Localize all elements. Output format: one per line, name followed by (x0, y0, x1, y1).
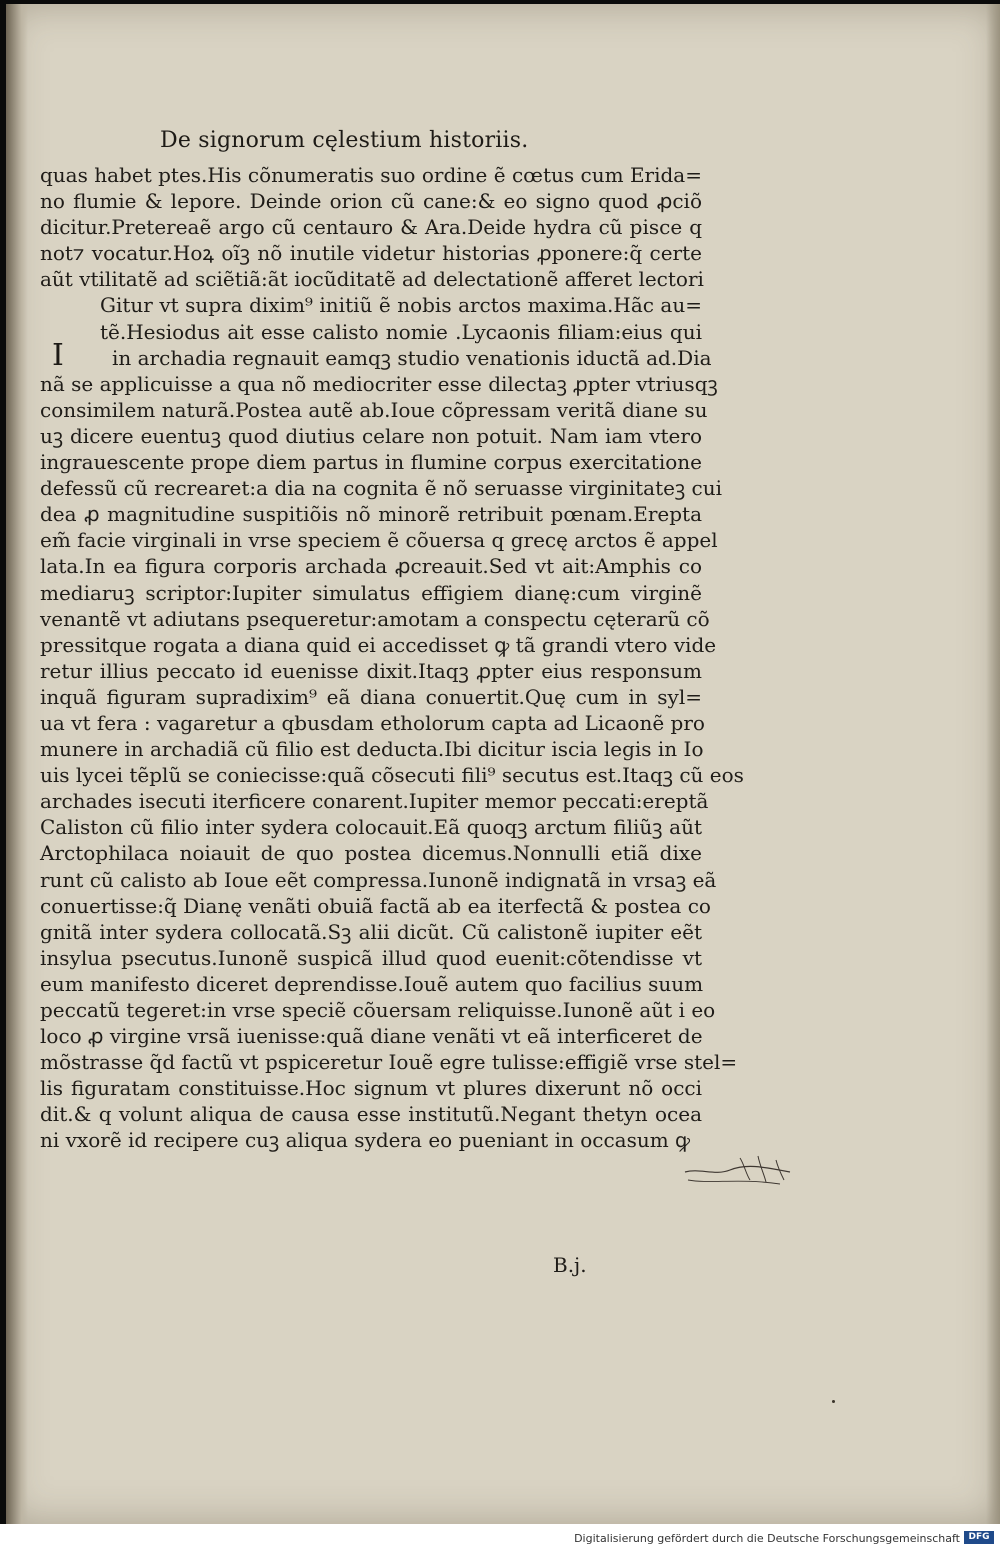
text-line: Arctophilaca noiauit de quo postea dicemus.Nonnulli etiã dixe (40, 841, 702, 866)
text-line: ua vt fera : vagaretur a qbusdam etholorum capta ad Licaonẽ pro (40, 710, 705, 735)
text-line: Gitur vt supra dixim⁹ initiũ ẽ nobis arctos maxima.Hãc au= (100, 293, 702, 318)
text-line: munere in archadiã cũ filio est deducta.Ibi dicitur iscia legis in Io (40, 737, 704, 762)
text-line: conuertisse:q̃ Dianę venãti obuiã factã ab ea iterfectã & postea co (40, 893, 711, 918)
text-line: consimilem naturã.Postea autẽ ab.Ioue cõpressam veritã diane su (40, 397, 708, 422)
text-line: loco ꝓ virgine vrsã iuenisse:quã diane venãti vt eã interficeret de (40, 1024, 703, 1049)
running-title: De signorum cęlestium historiis. (160, 128, 529, 153)
text-line: dea ꝓ magnitudine suspitiõis nõ minorẽ retribuit pœnam.Erepta (40, 502, 702, 527)
text-line: lata.In ea figura corporis archada ꝓcreauit.Sed vt ait:Amphis co (40, 554, 702, 579)
text-line: Caliston cũ filio inter sydera colocauit.Eã quoqꝫ arctum filiũꝫ aũt (40, 815, 702, 840)
text-line: nã se applicuisse a qua nõ mediocriter esse dilectaꝫ ꝓpter vtriusqꝫ (40, 371, 718, 396)
text-line: aũt vtilitatẽ ad sciẽtiã:ãt iocũditatẽ ad delectationẽ afferet lectori (40, 267, 704, 292)
text-line: insylua psecutus.Iunonẽ suspicã illud quod euenit:cõtendisse vt (40, 945, 702, 970)
body-text (40, 162, 744, 1154)
text-line: uꝫ dicere euentuꝫ quod diutius celare non potuit. Nam iam vtero (40, 423, 702, 448)
text-line: ingrauescente prope diem partus in flumine corpus exercitatione (40, 450, 702, 475)
text-line: runt cũ calisto ab Ioue eẽt compressa.Iunonẽ indignatã in vrsaꝫ eã (40, 867, 717, 892)
text-line: eum manifesto diceret deprendisse.Iouẽ autem quo facilius suum (40, 971, 704, 996)
text-line: peccatũ tegeret:in vrse speciẽ cõuersam reliquisse.Iunonẽ aũt i eo (40, 998, 716, 1022)
text-line: mõstrasse q̃d factũ vt pspiceretur Iouẽ egre tulisse:effigiẽ vrse stel= (40, 1050, 738, 1075)
text-line: dicitur.Pretereaẽ argo cũ centauro & Ara.Deide hydra cũ pisce q (40, 215, 702, 240)
text-line: quas habet ptes.His cõnumeratis suo ordine ẽ cœtus cum Erida= (40, 163, 702, 187)
text-line: retur illius peccato id euenisse dixit.Itaqꝫ ꝓpter eius responsum (40, 658, 702, 683)
text-line: dit.& q volunt aliqua de causa esse institutũ.Negant thetyn ocea (40, 1102, 702, 1127)
text-line: uis lycei tẽplũ se coniecisse:quã cõsecuti fili⁹ secutus est.Itaqꝫ cũ eos (40, 763, 744, 788)
text-line: mediaruꝫ scriptor:Iupiter simulatus effigiem dianę:cum virginẽ (40, 580, 702, 605)
text-line: tẽ.Hesiodus ait esse calisto nomie .Lycaonis filiam:eius qui (100, 319, 702, 344)
signature-mark: B.j. (553, 1253, 587, 1277)
handwritten-marginalia (680, 1150, 800, 1190)
initial-letter: I (52, 338, 64, 373)
text-line: lis figuratam constituisse.Hoc signum vt plures dixerunt nõ occi (40, 1076, 702, 1101)
text-line: defessũ cũ recrearet:a dia na cognita ẽ nõ seruasse virginitateꝫ cui (40, 476, 723, 501)
text-line: archades isecuti iterficere conarent.Iupiter memor peccati:ereptã (40, 789, 709, 814)
text-line: ni vxorẽ id recipere cuꝫ aliqua sydera eo pueniant in occasum ꝙ (40, 1128, 691, 1153)
footer-credit: Digitalisierung gefördert durch die Deutsche Forschungsgemeinschaft (574, 1532, 960, 1545)
text-line: pressitque rogata a diana quid ei accedisset ꝙ tã grandi vtero vide (40, 632, 717, 657)
text-line: not⁊ vocatur.Hoꝝ oĩꝫ nõ inutile videtur historias ꝓponere:q̃ certe (40, 241, 702, 266)
text-line: inquã figuram supradixim⁹ eã diana conuertit.Quę cum in syl= (40, 684, 702, 709)
text-line: gnitã inter sydera collocatã.Sꝫ alii dicũt. Cũ calistonẽ iupiter eẽt (40, 919, 702, 944)
text-line: no flumie & lepore. Deinde orion cũ cane:& eo signo quod ꝓciõ (40, 189, 702, 214)
dfg-logo: DFG (964, 1531, 994, 1544)
text-line: venantẽ vt adiutans psequeretur:amotam a conspectu cęterarũ cõ (40, 606, 710, 631)
text-line: in archadia regnauit eamqꝫ studio venationis iductã ad.Dia (112, 345, 712, 370)
text-line: em̃ facie virginali in vrse speciem ẽ cõuersa q grecę arctos ẽ appel (40, 528, 718, 553)
ink-speck (832, 1400, 835, 1403)
